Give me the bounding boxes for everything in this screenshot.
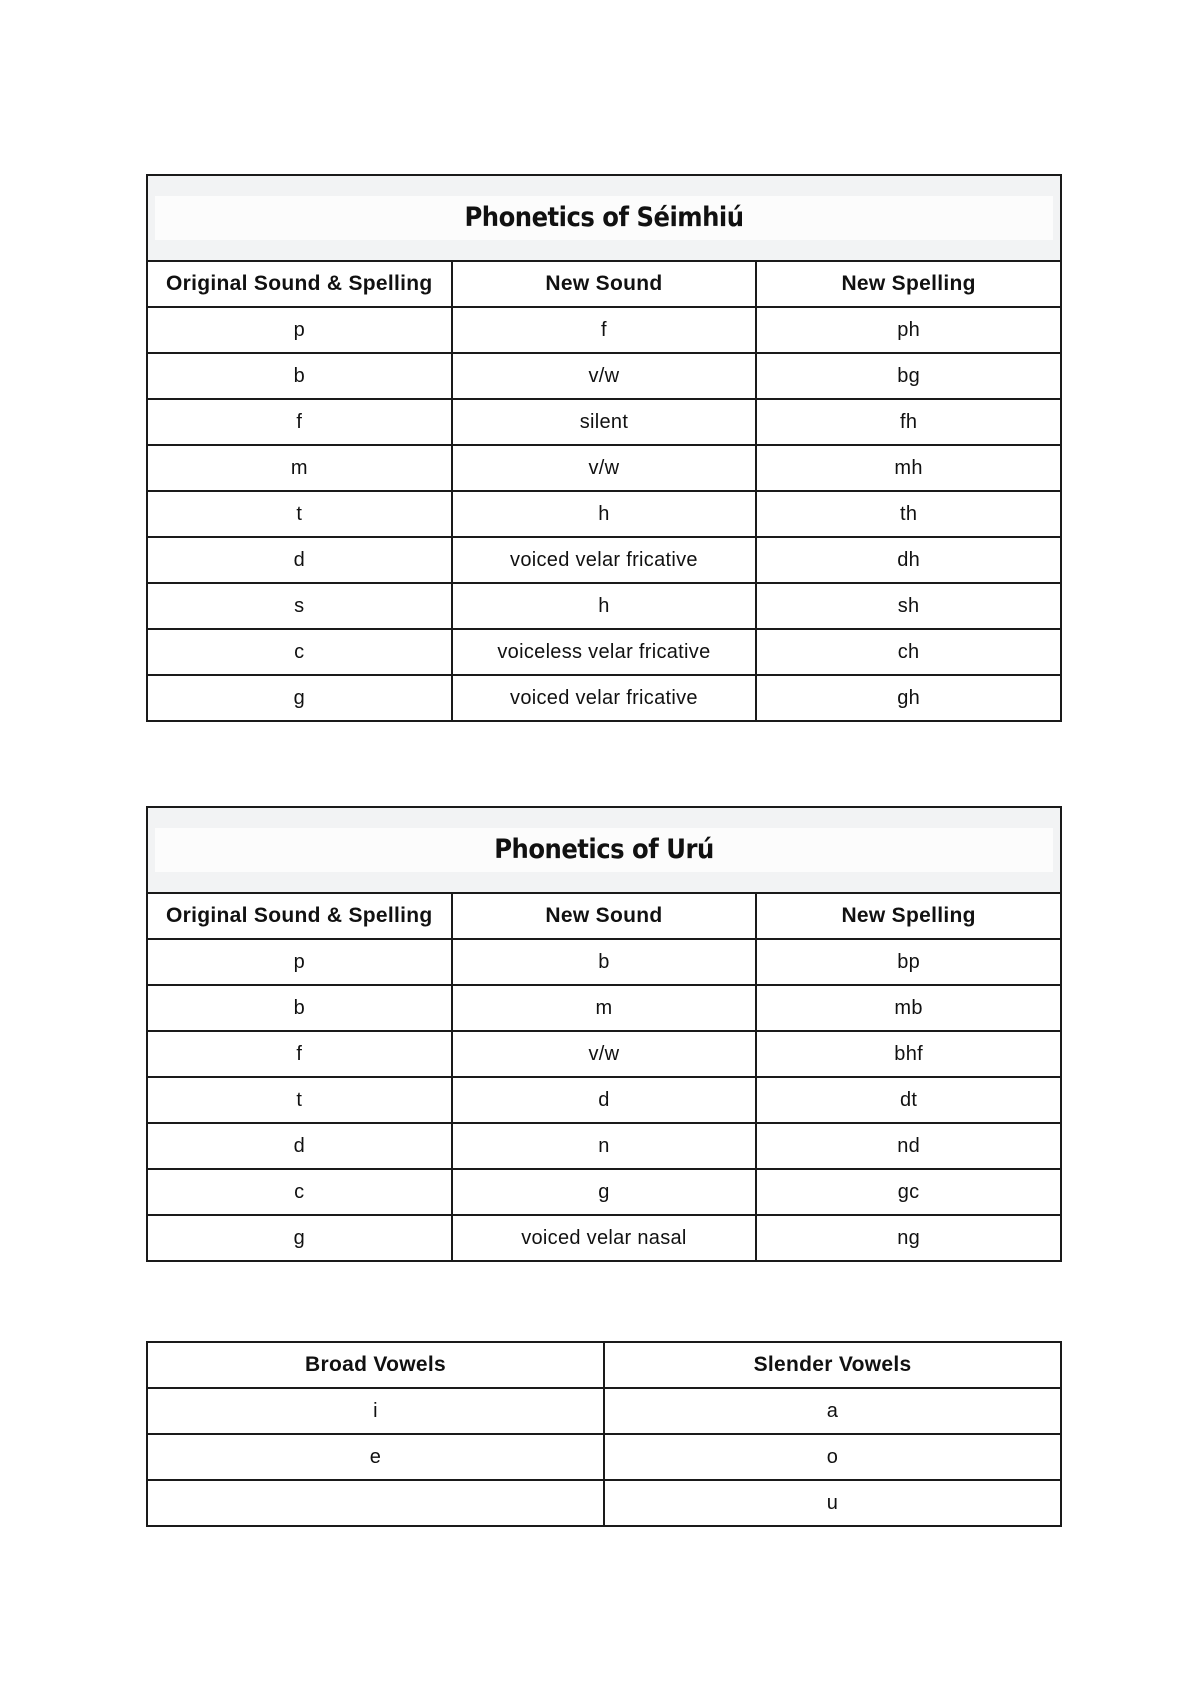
table-row [147,1077,1061,1123]
column-header: New Sound [452,261,757,307]
table-cell: g [452,1169,757,1215]
table-row [147,1169,1061,1215]
table-cell: fh [756,399,1061,445]
table-cell: c [147,1169,452,1215]
table-cell: d [147,1123,452,1169]
table-cell: t [147,491,452,537]
table-cell: voiced velar fricative [452,537,757,583]
table-row [147,1031,1061,1077]
column-header: Slender Vowels [604,1342,1061,1388]
table-row [147,307,1061,353]
table-cell: h [452,491,757,537]
column-header: New Spelling [756,261,1061,307]
vowels-table [146,1341,1062,1527]
table-cell: m [147,445,452,491]
seimhiu-title: Phonetics of Séimhiú [155,196,1053,240]
table-cell: d [147,537,452,583]
table-cell: voiceless velar fricative [452,629,757,675]
table-cell: bhf [756,1031,1061,1077]
table-cell: n [452,1123,757,1169]
table-cell: a [604,1388,1061,1434]
table-row [147,1434,1061,1480]
uru-title-cell [147,807,1061,893]
table-row [147,583,1061,629]
table-cell: v/w [452,445,757,491]
table-cell: voiced velar fricative [452,675,757,721]
table-cell: h [452,583,757,629]
uru-title: Phonetics of Urú [155,828,1053,872]
seimhiu-header-row [147,261,1061,307]
table-cell: bp [756,939,1061,985]
table-cell: ng [756,1215,1061,1261]
table-row [147,1123,1061,1169]
table-cell: v/w [452,1031,757,1077]
table-cell: e [147,1434,604,1480]
table-row [147,629,1061,675]
seimhiu-title-cell [147,175,1061,261]
table-cell: f [147,399,452,445]
table-cell: b [452,939,757,985]
table-cell: bg [756,353,1061,399]
table-cell: o [604,1434,1061,1480]
table-cell: mb [756,985,1061,1031]
table-row [147,1480,1061,1526]
table-cell: silent [452,399,757,445]
table-cell: gh [756,675,1061,721]
table-cell: c [147,629,452,675]
table-row [147,1215,1061,1261]
table-cell: sh [756,583,1061,629]
column-header: Broad Vowels [147,1342,604,1388]
table-cell: p [147,307,452,353]
table-row [147,985,1061,1031]
seimhiu-table [146,174,1062,722]
table-cell: u [604,1480,1061,1526]
table-cell: gc [756,1169,1061,1215]
column-header: New Spelling [756,893,1061,939]
table-cell: s [147,583,452,629]
table-cell: g [147,675,452,721]
table-row [147,537,1061,583]
table-cell: th [756,491,1061,537]
table-cell: g [147,1215,452,1261]
table-cell: i [147,1388,604,1434]
table-cell: ch [756,629,1061,675]
table-cell: v/w [452,353,757,399]
table-cell: f [452,307,757,353]
column-header: New Sound [452,893,757,939]
table-row [147,491,1061,537]
table-row [147,939,1061,985]
table-row [147,1388,1061,1434]
table-cell: f [147,1031,452,1077]
column-header: Original Sound & Spelling [147,893,452,939]
uru-table [146,806,1062,1262]
table-cell: mh [756,445,1061,491]
table-cell: p [147,939,452,985]
table-cell: ph [756,307,1061,353]
table-cell: dt [756,1077,1061,1123]
table-cell: b [147,985,452,1031]
table-cell: dh [756,537,1061,583]
vowels-header-row [147,1342,1061,1388]
table-cell [147,1480,604,1526]
table-cell: nd [756,1123,1061,1169]
column-header: Original Sound & Spelling [147,261,452,307]
table-row [147,353,1061,399]
table-cell: b [147,353,452,399]
table-cell: m [452,985,757,1031]
table-cell: t [147,1077,452,1123]
table-cell: d [452,1077,757,1123]
uru-header-row [147,893,1061,939]
table-row [147,399,1061,445]
table-cell: voiced velar nasal [452,1215,757,1261]
table-row [147,445,1061,491]
table-row [147,675,1061,721]
